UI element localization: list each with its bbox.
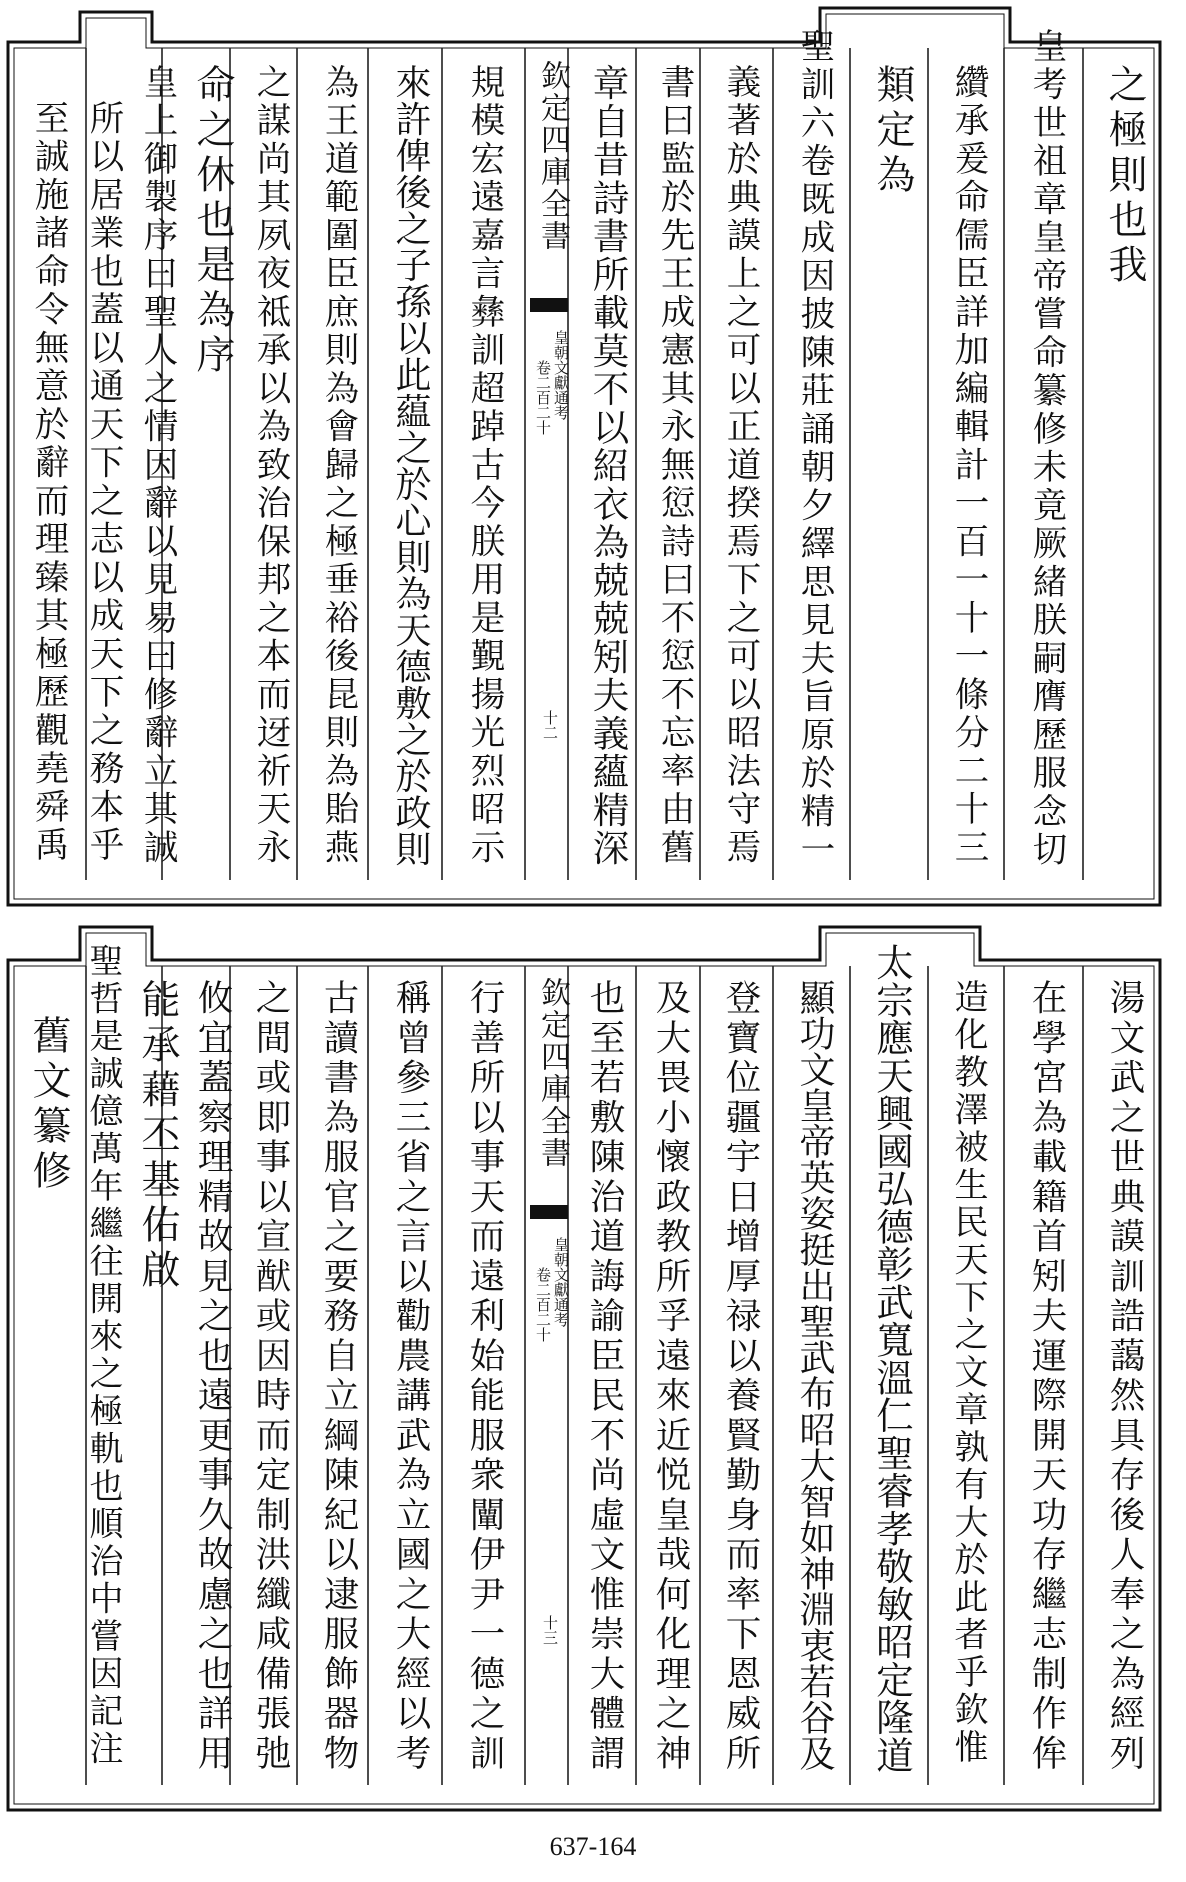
text-column: 皇上御製序曰聖人之情因辭以見易曰修辭立其誠: [137, 64, 177, 868]
bottom-panel: [0, 915, 1186, 1815]
page-number: 637-164: [549, 1832, 637, 1861]
text-column: 義著於典謨上之可以正道揆焉下之可以昭法守焉: [720, 64, 760, 868]
text-column: 類定為: [870, 64, 915, 199]
text-column: 聖哲是誠億萬年繼往開來之極軌也順治中嘗因記注: [83, 943, 123, 1768]
juan-number: 卷二百二十: [534, 1267, 552, 1342]
text-column: 湯文武之世典謨訓誥藹然具存後人奉之為經列: [1104, 979, 1145, 1774]
text-column: 所以居業也蓋以通天下之志以成天下之務本乎: [83, 100, 123, 865]
fishtail-mark: [530, 1205, 568, 1219]
text-column: 來許俾後之子孫以此藴之於心則為天德敷之於政則: [390, 64, 431, 867]
book-title: 欽定四庫全書: [535, 60, 570, 252]
text-column: 為王道範圍臣庶則為會歸之極垂裕後昆則為貽燕: [318, 64, 358, 868]
book-title: 欽定四庫全書: [535, 977, 570, 1169]
text-column: 登寶位疆宇日增厚禄以養賢勤身而率下恩威所: [720, 979, 761, 1774]
text-column: 聖訓六卷既成因披陳莊誦朝夕繹思見夫旨原於精一: [794, 28, 834, 870]
text-column: 命之休也是為序: [190, 64, 235, 379]
text-column: 稱曾參三省之言以勸農講武為立國之大經以考: [390, 979, 431, 1774]
book-name: 皇朝文獻通考: [552, 330, 570, 420]
text-column: 行善所以事天而遠利始能服衆闡伊尹一德之訓: [464, 979, 505, 1774]
text-column: 也至若敷陳治道誨諭臣民不尚虛文惟崇大體謂: [584, 979, 625, 1774]
text-column: 太宗應天興國弘德彰武寬溫仁聖睿孝敬敏昭定隆道: [870, 943, 914, 1774]
text-column: 古讀書為服官之要務自立綱陳紀以逮服飾器物: [318, 979, 359, 1774]
text-column: 之極則也我: [1102, 64, 1147, 289]
text-column: 造化教澤被生民天下之文章孰有大於此者乎欽惟: [948, 979, 988, 1767]
text-column: 書曰監於先王成憲其永無愆詩曰不愆不忘率由舊: [654, 64, 694, 868]
juan-number: 卷二百二十: [534, 360, 552, 435]
text-column: 之謀尚其夙夜祗承以為致治保邦之本而迓祈天永: [250, 64, 290, 868]
text-column: 至誠施諸命令無意於辭而理臻其極歷觀堯舜禹: [28, 100, 68, 865]
text-column: 纘承爰命儒臣詳加編輯計一百一十一條分二十三: [948, 64, 988, 868]
text-column: 章自昔詩書所載莫不以紹衣為兢兢矧夫義蘊精深: [587, 64, 630, 868]
text-column: 規模宏遠嘉言彝訓超踔古今朕用是覲揚光烈昭示: [464, 64, 504, 868]
text-column: 皇考世祖章皇帝嘗命纂修未竟厥緒朕嗣膺歷服念切: [1026, 28, 1066, 870]
book-name: 皇朝文獻通考: [552, 1237, 570, 1327]
text-column: 顯功文皇帝英姿挺出聖武布昭大智如神淵衷若谷及: [794, 979, 835, 1771]
leaf-number: 十二: [541, 710, 559, 740]
text-column: 及大畏小懷政教所孚遠來近悦皇哉何化理之神: [650, 979, 691, 1774]
text-column: 之間或即事以宣猷或因時而定制洪纖咸備張弛: [250, 979, 291, 1774]
leaf-number: 十三: [541, 1615, 559, 1645]
text-column: 在學宮為載籍首矧夫運際開天功存繼志制作侔: [1026, 979, 1067, 1774]
text-column: 攸宜蓋察理精故見之也遠更事久故慮之也詳用: [192, 979, 233, 1774]
top-panel: [0, 0, 1186, 915]
fishtail-mark: [530, 298, 568, 312]
text-column: 舊文纂修: [26, 1015, 71, 1195]
text-column: 能承藉丕基佑啟: [135, 979, 180, 1294]
